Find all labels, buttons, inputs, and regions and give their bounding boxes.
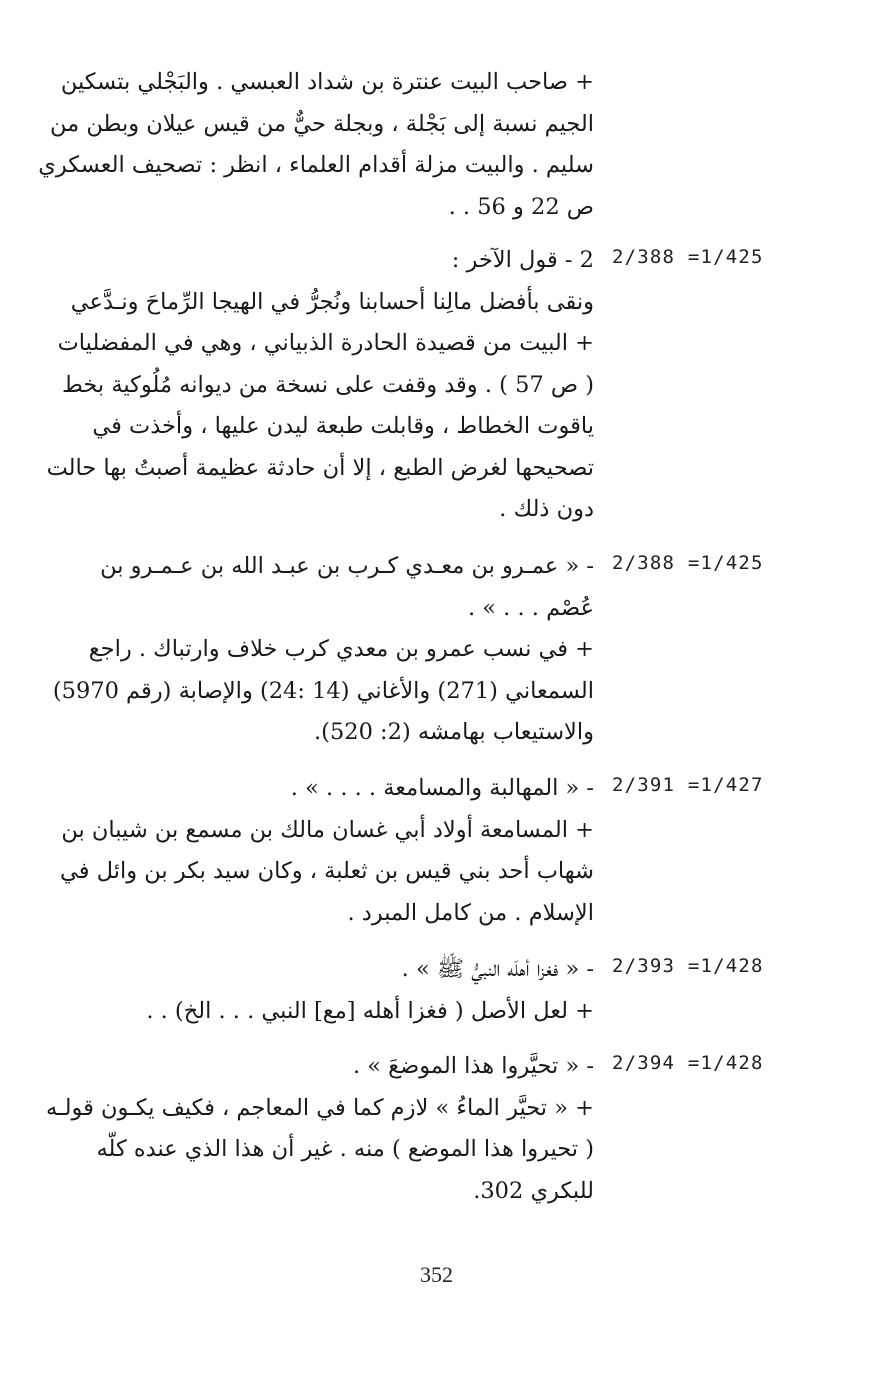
entry-line: للبكري 302. [473, 1177, 594, 1204]
entry-4-reference: 2/393 =1/428 [612, 955, 764, 977]
entry-line: ( تحيروا هذا الموضع ) منه . غير أن هذا الذي عنده كلّه [96, 1136, 594, 1162]
entry-line: 2 - قول الآخر : [451, 247, 594, 273]
entry-line: الإسلام . من كامل المبرد . [347, 899, 594, 926]
entry-line: + لعل الأصل ( فغزا أهله [مع] النبي . . . الخ) . . [146, 997, 594, 1024]
entry-2-reference: 2/388 =1/425 [612, 552, 764, 574]
entry-line: الجيم نسبة إلى بَجْلة ، وبجلة حيٌّ من قيس عيلان وبطن من [50, 110, 594, 137]
entry-line: - « تحيَّروا هذا الموضعَ » . [352, 1053, 594, 1079]
entry-2-text [34, 546, 594, 754]
entry-line: ونقى بأفضل مالِنا أحسابنا ونُجرُّ في الهيجا الرِّماحَ ونـدَّعي [70, 288, 594, 315]
entry-line: + في نسب عمرو بن معدي كرب خلاف وارتباك . راجع [88, 636, 594, 662]
entry-line: السمعاني (271) والأغاني (14 :24) والإصابة (رقم 5970) [52, 677, 594, 704]
entry-line: - « عمـرو بن معـدي كـرب بن عبـد الله بن عـمـرو بن [100, 553, 594, 579]
entry-3-text [34, 768, 594, 934]
entry-4-text [34, 949, 594, 1032]
entry-line: - « المهالبة والمسامعة . . . . » . [290, 775, 594, 801]
entry-line: دون ذلك . [499, 496, 594, 522]
entry-5-reference: 2/394 =1/428 [612, 1052, 764, 1074]
entry-line: والاستيعاب بهامشه (2: 520). [314, 719, 594, 745]
entry-line: شهاب أحد بني قيس بن ثعلبة ، وكان سيد بكر بن وائل في [60, 858, 594, 884]
entry-3-reference: 2/391 =1/427 [612, 774, 764, 796]
entry-line: تصحيحها لغرض الطبع ، إلا أن حادثة عظيمة أصبتُ بها حالت [46, 454, 594, 481]
entry-5-text [34, 1046, 594, 1212]
entry-line: سليم . والبيت مزلة أقدام العلماء ، انظر : تصحيف العسكري [38, 152, 594, 178]
entry-line: + البيت من قصيدة الحادرة الذبياني ، وهي في المفضليات [57, 330, 594, 356]
entry-line: + صاحب البيت عنترة بن شداد العبسي . والبَجْلي بتسكين [60, 69, 594, 95]
entry-line: ياقوت الخطاط ، وقابلت طبعة ليدن عليها ، وأخذت في [92, 413, 594, 439]
entry-line: ص 22 و 56 . . [448, 193, 594, 220]
entry-line: ( ص 57 ) . وقد وقفت على نسخة من ديوانه مُلُوكية بخط [62, 371, 594, 398]
entry-line: - « فغزا أهلَه النبيُّ ﷺ » . [401, 956, 594, 982]
entry-line: عُصْم . . . » . [467, 594, 594, 621]
page-number: 352 [420, 1262, 453, 1287]
entry-line: + « تحيَّر الماءُ » لازم كما في المعاجم ، فكيف يكـون قولـه [45, 1094, 594, 1121]
entry-1-text [34, 240, 594, 531]
entry-line: + المسامعة أولاد أبي غسان مالك بن مسمع بن شيبان بن [61, 816, 594, 843]
entry-0-text [34, 62, 594, 228]
entry-1-reference: 2/388 =1/425 [612, 246, 764, 268]
